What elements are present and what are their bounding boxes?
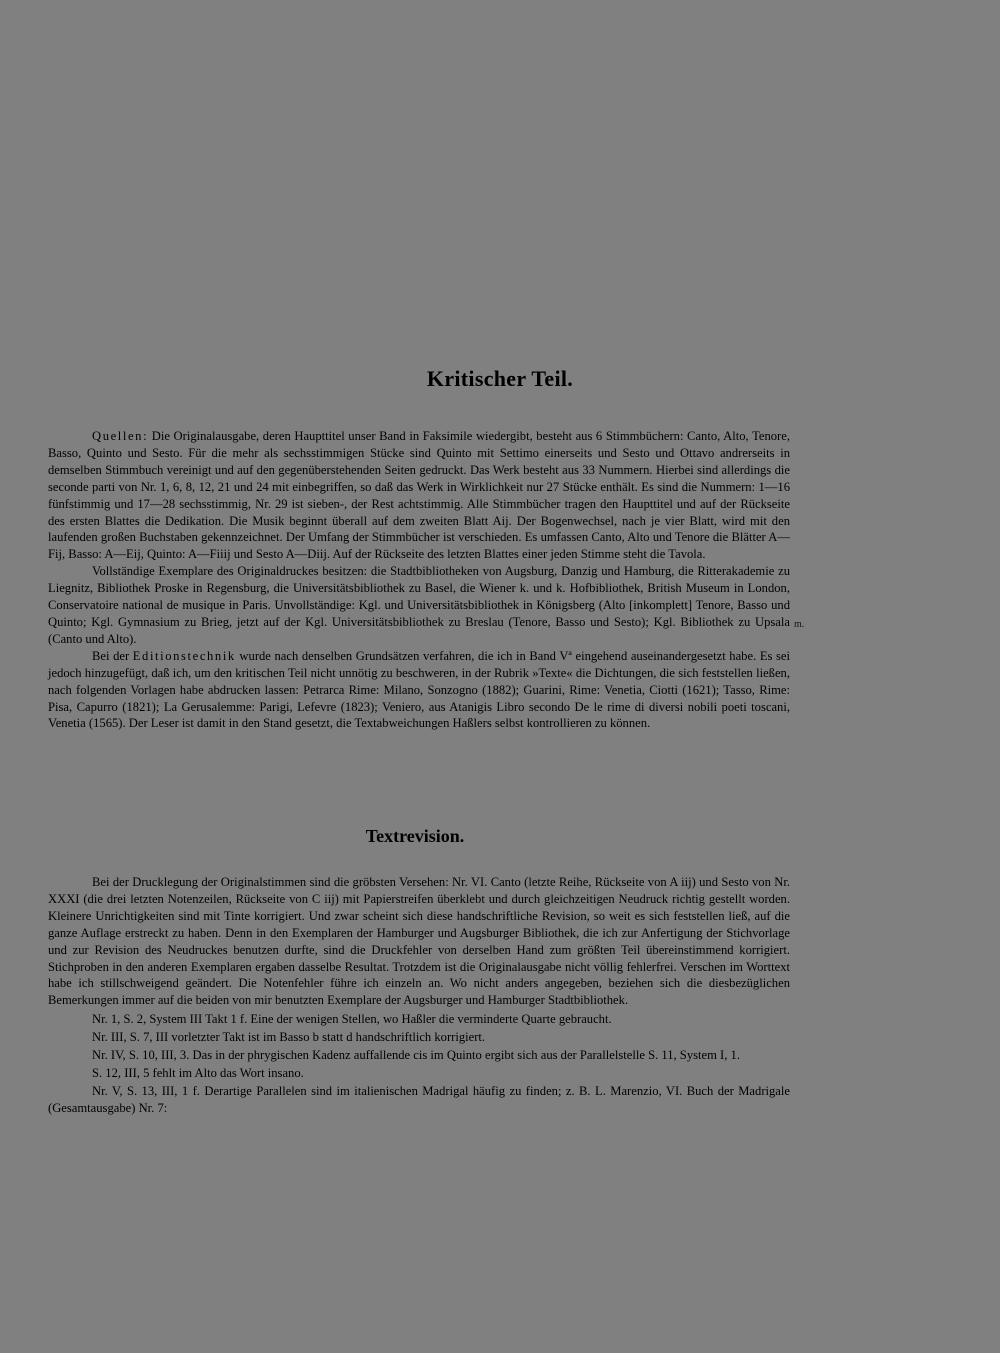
intro-section bbox=[48, 428, 790, 732]
revision-entry: Nr. IV, S. 10, III, 3. Das in der phrygischen Kadenz auffallende cis im Quinto ergibt sich aus der Parallelstelle S. 11, System I, 1. bbox=[92, 1048, 740, 1063]
revision-entry: Nr. V, S. 13, III, 1 f. Derartige Parallelen sind im italienischen Madrigal häufig zu finden; z. B. L. Marenzio, VI. Buch der Madrigale (Gesamtausgabe) Nr. 7: bbox=[48, 1083, 790, 1115]
margin-annotation: m. bbox=[794, 619, 805, 630]
copies-paragraph: Vollständige Exemplare des Originaldruckes besitzen: die Stadtbibliotheken von Augsburg, Danzig und Hamburg, die Ritterakademie zu Liegnitz, Bibliothek Proske in Regensburg, die Universitätsbibliothek zu Basel, die Wiener k. und k. Hofbibliothek, British Museum in London, Conservatoire national de musique in Paris. Unvollständige: Kgl. und Universitätsbibliothek in Königsberg (Alto [inkomplett] Tenore, Basso und Quinto; Kgl. Gymnasium zu Brieg, jetzt auf der Kgl. Universitätsbibliothek zu Breslau (Tenore, Basso und Sesto); Kgl. Bibliothek zu Upsala (Canto und Alto). bbox=[48, 564, 790, 646]
revision-intro: Bei der Drucklegung der Originalstimmen sind die gröbsten Versehen: Nr. VI. Canto (letzte Reihe, Rückseite von A iij) und Sesto von Nr. XXXI (die drei letzten Notenzeilen, Rückseite von C iij) mit Papierstreifen überklebt und durch gleichzeitigen Neudruck richtig gestellt worden. Kleinere Unrichtigkeiten sind mit Tinte korrigiert. Und zwar scheint sich diese handschriftliche Revision, so weit es sich feststellen ließ, auf die ganze Auflage erstreckt zu haben. Denn in den Exemplaren der Hamburger und Augsburger Bibliothek, die ich zur Anfertigung der Stichvorlage und zur Revision des Neudruckes benutzen durfte, sind die Druckfehler von derselben Hand zum größten Teil übereinstimmend korrigiert. Stichproben in den anderen Exemplaren ergaben dasselbe Resultat. Trotzdem ist die Originalausgabe nicht völlig fehlerfrei. Verschen im Worttext habe ich stillschweigend geändert. Die Notenfehler führe ich einzeln an. Wo nicht anders angegeben, beziehen sich die diesbezüglichen Bemerkungen immer auf die beiden von mir benutzten Exemplare der Augsburger und Hamburger Stadtbibliothek. bbox=[48, 875, 790, 1008]
edition-text-before: Bei der bbox=[92, 648, 130, 663]
sources-text: Die Originalausgabe, deren Haupttitel unser Band in Faksimile wiedergibt, besteht aus 6 Stimmbüchern: Canto, Alto, Tenore, Basso, Quinto und Sesto. Für die mehr als sechsstimmigen Stücke sind Quinto mit Settimo einerseits und Sesto und Ottavo andrerseits in demselben Stimmbuch vereinigt und auf den gegenüberstehenden Seiten gedruckt. Das Werk besteht aus 33 Nummern. Hierbei sind allerdings die seconde parti von Nr. 1, 6, 8, 12, 21 und 24 mit einbegriffen, so daß das Werk in Wirklichkeit nur 27 Stücke enthält. Es sind die Nummern: 1—16 fünfstimmig und 17—28 sechsstimmig, Nr. 29 ist sieben-, der Rest achtstimmig. Alle Stimmbücher tragen den Haupttitel und auf der Rückseite des ersten Blattes die Dedikation. Die Musik beginnt überall auf dem zweiten Blatt Aij. Der Bogenwechsel, nach je vier Blatt, wird mit den laufenden großen Buchstaben gekennzeichnet. Der Umfang der Stimmbücher ist verschieden. Es umfassen Canto, Alto und Tenore die Blätter A—Fij, Basso: A—Eij, Quinto: A—Fiiij und Sesto A—Diij. Auf der Rückseite des letzten Blattes einer jeden Stimme steht die Tavola. bbox=[48, 429, 790, 562]
revision-entry: S. 12, III, 5 fehlt im Alto das Wort insano. bbox=[92, 1065, 304, 1080]
sources-label: Quellen: bbox=[92, 429, 149, 443]
sources-paragraph bbox=[48, 428, 790, 563]
edition-text: wurde nach denselben Grundsätzen verfahren, die ich in Band Vª eingehend auseinandergesetzt habe. Es sei jedoch hinzugefügt, daß ich, um den kritischen Teil nicht unnötig zu beschweren, in der Rubrik »Texte« die Dichtungen, die sich feststellen ließen, nach folgenden Vorlagen habe abdrucken lassen: Petrarca Rime: Milano, Sonzogno (1882); Guarini, Rime: Venetia, Ciotti (1621); Tasso, Rime: Pisa, Capurro (1821); La Gerusalemme: Parigi, Lefevre (1823); Veniero, aus Atanigis Libro secondo De le rime di diversi nobili poeti toscani, Venetia (1565). Der Leser ist damit in den Stand gesetzt, die Textabweichungen Haßlers selbst kontrollieren zu können. bbox=[48, 648, 790, 731]
edition-paragraph bbox=[48, 648, 790, 733]
section-title: Textrevision. bbox=[365, 826, 465, 846]
revision-section bbox=[48, 874, 790, 1118]
edition-label: Editionstechnik bbox=[132, 648, 236, 663]
revision-entry: Nr. 1, S. 2, System III Takt 1 f. Eine der wenigen Stellen, wo Haßler die verminderte Quarte gebraucht. bbox=[92, 1012, 612, 1027]
page-title: Kritischer Teil. bbox=[426, 366, 574, 391]
revision-entry: Nr. III, S. 7, III vorletzter Takt ist im Basso b statt d handschriftlich korrigiert. bbox=[92, 1030, 486, 1045]
